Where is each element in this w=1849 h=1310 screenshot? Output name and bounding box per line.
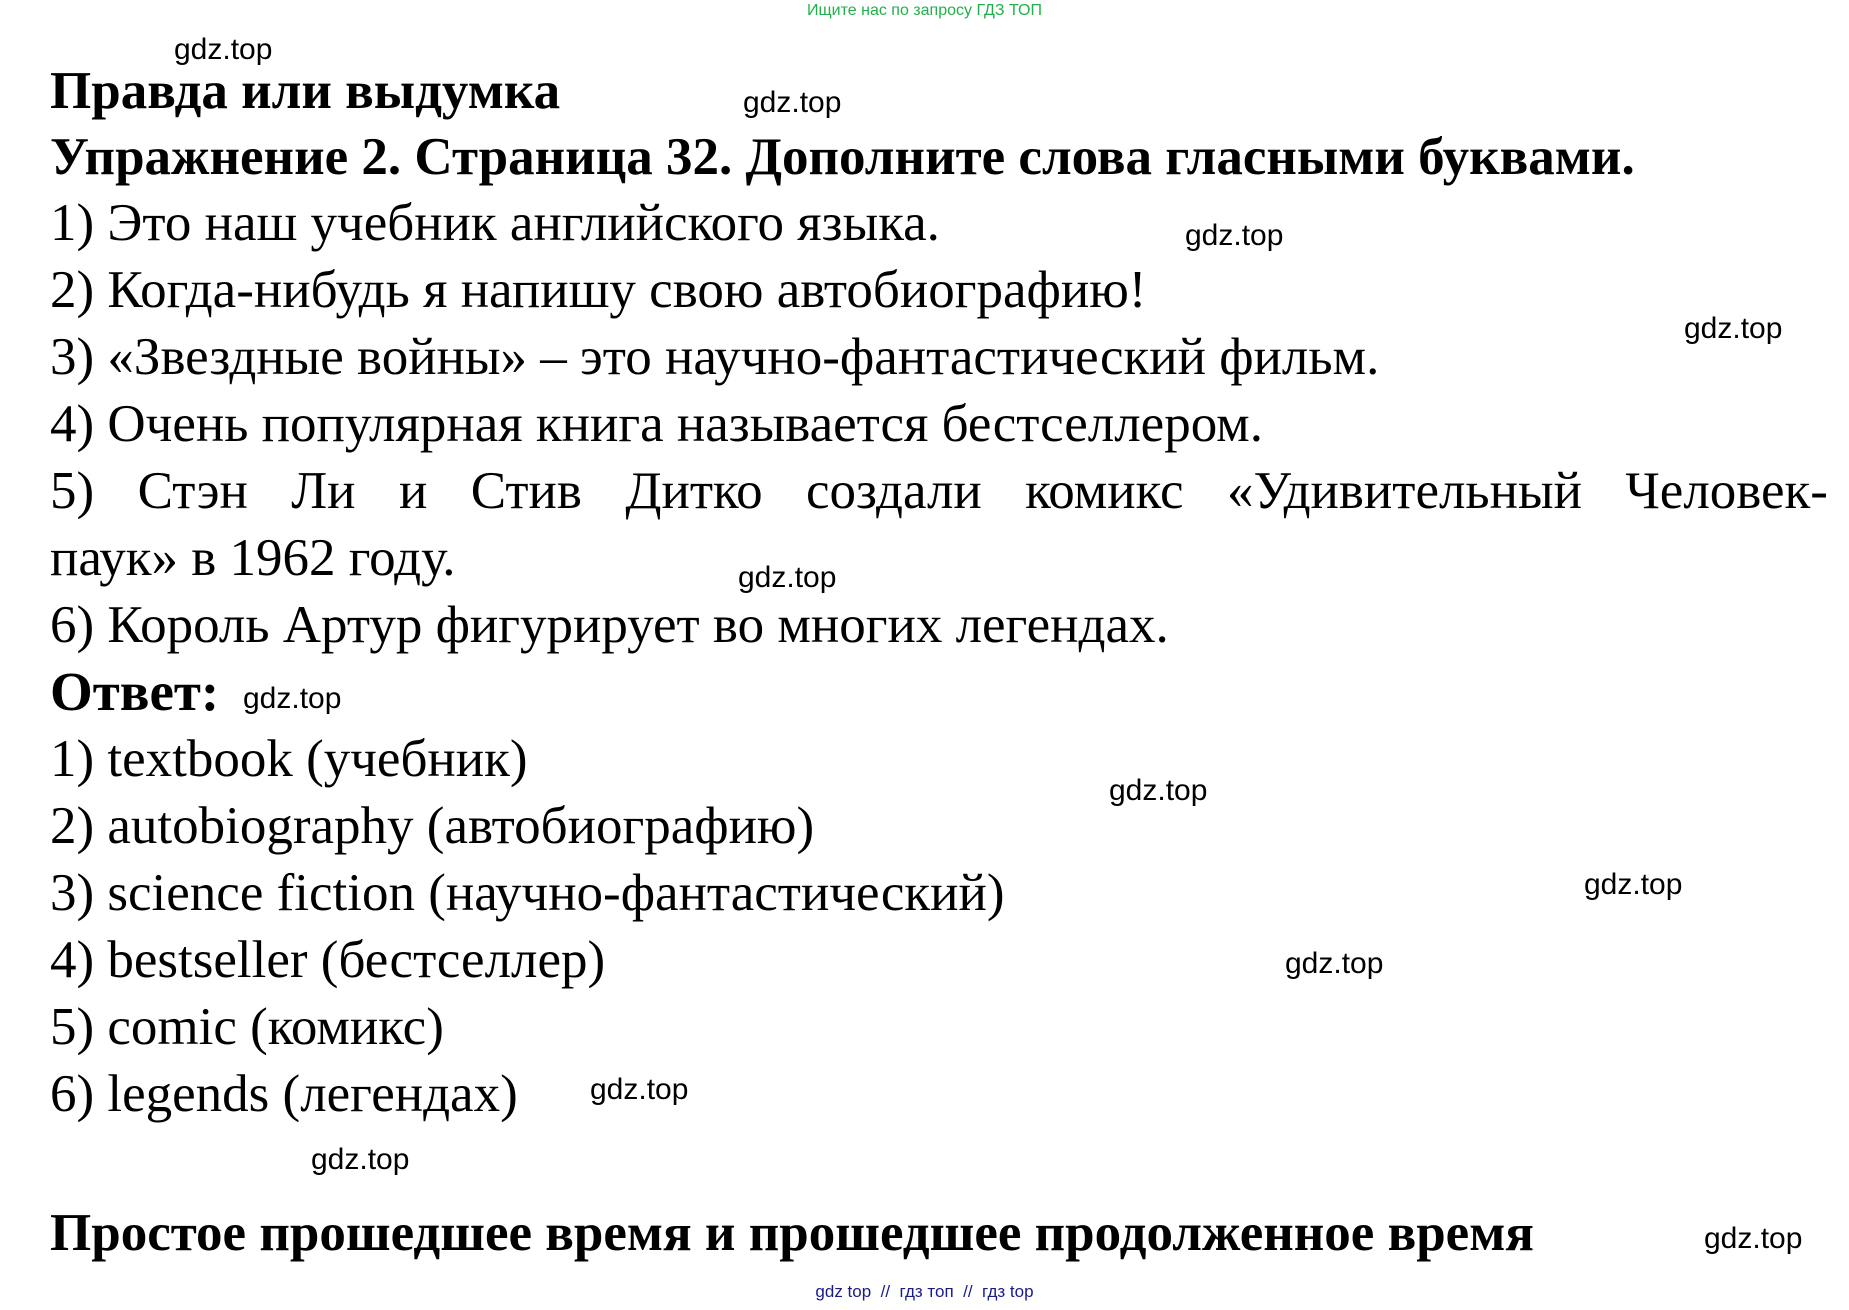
sentence-5-word: 5) [50,462,95,520]
sentence-5-word: Ли [291,462,356,520]
sentence-5-word: и [398,462,428,520]
watermark: gdz.top [1109,774,1208,807]
watermark: gdz.top [743,86,842,119]
footer-separator: // [963,1282,973,1301]
watermark: gdz.top [1185,219,1284,252]
sentence-2: 2) Когда-нибудь я напишу свою автобиографию! [50,261,1147,319]
watermark: gdz.top [590,1073,689,1106]
sentence-5-word: создали [805,462,982,520]
sentence-5-word: Стэн [137,462,248,520]
sentence-5-word: комикс [1025,462,1184,520]
footer-link-gdz-top[interactable]: gdz top [815,1282,872,1301]
watermark: gdz.top [311,1143,410,1176]
sentence-5-word: «Удивительный [1226,462,1582,520]
sentence-6: 6) Король Артур фигурирует во многих легендах. [50,596,1169,654]
sentence-5 [50,461,1828,521]
answer-6: 6) legends (легендах) [50,1065,518,1123]
watermark: gdz.top [1684,312,1783,345]
answer-2: 2) autobiography (автобиографию) [50,797,815,855]
footer-links [0,1281,1849,1303]
sentence-1: 1) Это наш учебник английского языка. [50,194,940,252]
answer-3: 3) science fiction (научно-фантастический) [50,864,1005,922]
exercise-title: Упражнение 2. Страница 32. Дополните слова гласными буквами. [50,128,1635,186]
watermark: gdz.top [174,33,273,66]
answer-5: 5) comic (комикс) [50,998,444,1056]
answer-label: Ответ: [50,661,220,722]
next-section-title: Простое прошедшее время и прошедшее продолженное время [50,1204,1534,1262]
watermark: gdz.top [1584,868,1683,901]
sentence-4: 4) Очень популярная книга называется бестселлером. [50,395,1263,453]
sentence-5-word: Человек- [1625,462,1828,520]
sentence-3: 3) «Звездные войны» – это научно-фантастический фильм. [50,328,1380,386]
answer-1: 1) textbook (учебник) [50,730,528,788]
search-banner: Ищите нас по запросу ГДЗ ТОП [807,2,1042,19]
footer-link-gdz-top-mixed[interactable]: гдз top [982,1282,1034,1301]
footer-link-gdz-top-ru[interactable]: гдз топ [899,1282,954,1301]
watermark: gdz.top [243,682,342,715]
sentence-5-word: Стив [470,462,582,520]
sentence-5-word: Дитко [625,462,763,520]
sentence-5-continuation: паук» в 1962 году. [50,529,456,587]
answer-4: 4) bestseller (бестселлер) [50,931,606,989]
watermark: gdz.top [1704,1222,1803,1255]
footer-separator: // [880,1282,891,1301]
watermark: gdz.top [738,561,837,594]
watermark: gdz.top [1285,947,1384,980]
section-title: Правда или выдумка [50,62,561,120]
